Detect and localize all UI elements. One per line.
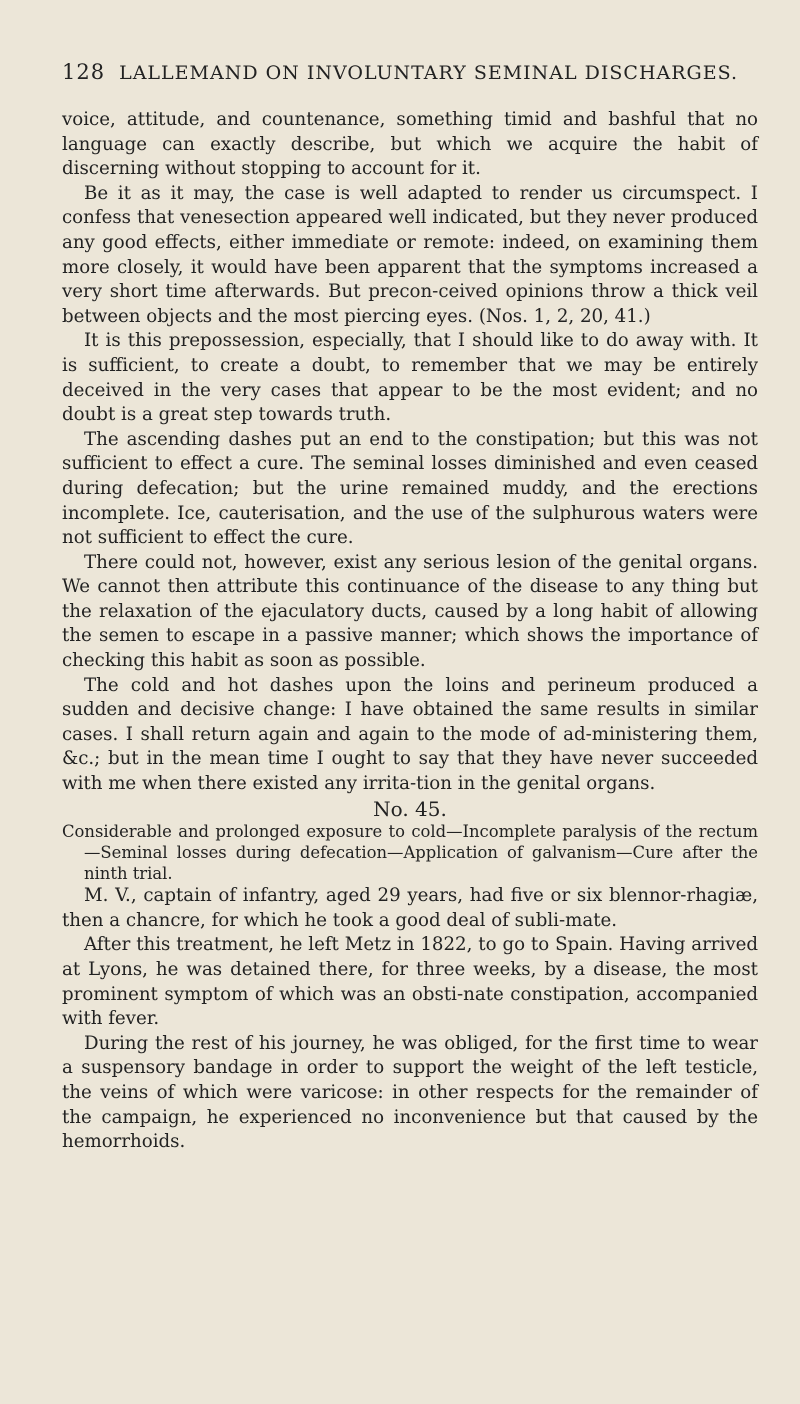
case-summary: Considerable and prolonged exposure to cold—Incomplete paralysis of the rectum—Seminal losses during defecation—Application of galvanism—Cure after the ninth trial.	[62, 822, 758, 884]
paragraph: After this treatment, he left Metz in 1822, to go to Spain. Having arrived at Lyons, he was detained there, for three weeks, by a disease, the most prominent symptom of which was an obsti-nate constipation, accompanied with fever.	[62, 934, 758, 1030]
page-number: 128	[62, 60, 106, 84]
paragraph: M. V., captain of infantry, aged 29 years, had five or six blennor-rhagiæ, then a chancre, for which he took a good deal of subli-mate.	[62, 885, 758, 931]
case-text	[62, 884, 758, 1155]
body-text	[62, 108, 758, 1155]
paragraph: Be it as it may, the case is well adapted to render us circumspect. I confess that venesection appeared well indicated, but they never produced any good effects, either immediate or remote: indeed, on examining them more closely, it would have been apparent that the symptoms increased a very short time afterwards. But precon-ceived opinions throw a thick veil between objects and the most piercing eyes. (Nos. 1, 2, 20, 41.)	[62, 182, 758, 327]
running-header	[62, 60, 762, 84]
paragraph: The cold and hot dashes upon the loins and perineum produced a sudden and decisive change: I have obtained the same results in similar cases. I shall return again and again to the mode of ad-ministering them, &c.; but in the mean time I ought to say that they have never succeeded with me when there existed any irrita-tion in the genital organs.	[62, 674, 758, 795]
paragraph: During the rest of his journey, he was obliged, for the first time to wear a suspensory bandage in order to support the weight of the left testicle, the veins of which were varicose: in other respects for the remainder of the campaign, he experienced no inconvenience but that caused by the hemorrhoids.	[62, 1032, 758, 1153]
running-title: LALLEMAND ON INVOLUNTARY SEMINAL DISCHARGES.	[119, 62, 738, 84]
paragraph: voice, attitude, and countenance, something timid and bashful that no language can exactly describe, but which we acquire the habit of discerning without stopping to account for it.	[62, 109, 758, 180]
paragraph: The ascending dashes put an end to the constipation; but this was not sufficient to effect a cure. The seminal losses diminished and even ceased during defecation; but the urine remained muddy, and the erections incomplete. Ice, cauterisation, and the use of the sulphurous waters were not sufficient to effect the cure.	[62, 428, 758, 549]
paragraph: It is this prepossession, especially, that I should like to do away with. It is sufficient, to create a doubt, to remember that we may be entirely deceived in the very cases that appear to be the most evident; and no doubt is a great step towards truth.	[62, 330, 758, 426]
case-heading: No. 45.	[373, 796, 447, 821]
paragraph: There could not, however, exist any serious lesion of the genital organs. We cannot then attribute this continuance of the disease to any thing but the relaxation of the ejaculatory ducts, caused by a long habit of allowing the semen to escape in a passive manner; which shows the importance of checking this habit as soon as possible.	[62, 551, 758, 672]
